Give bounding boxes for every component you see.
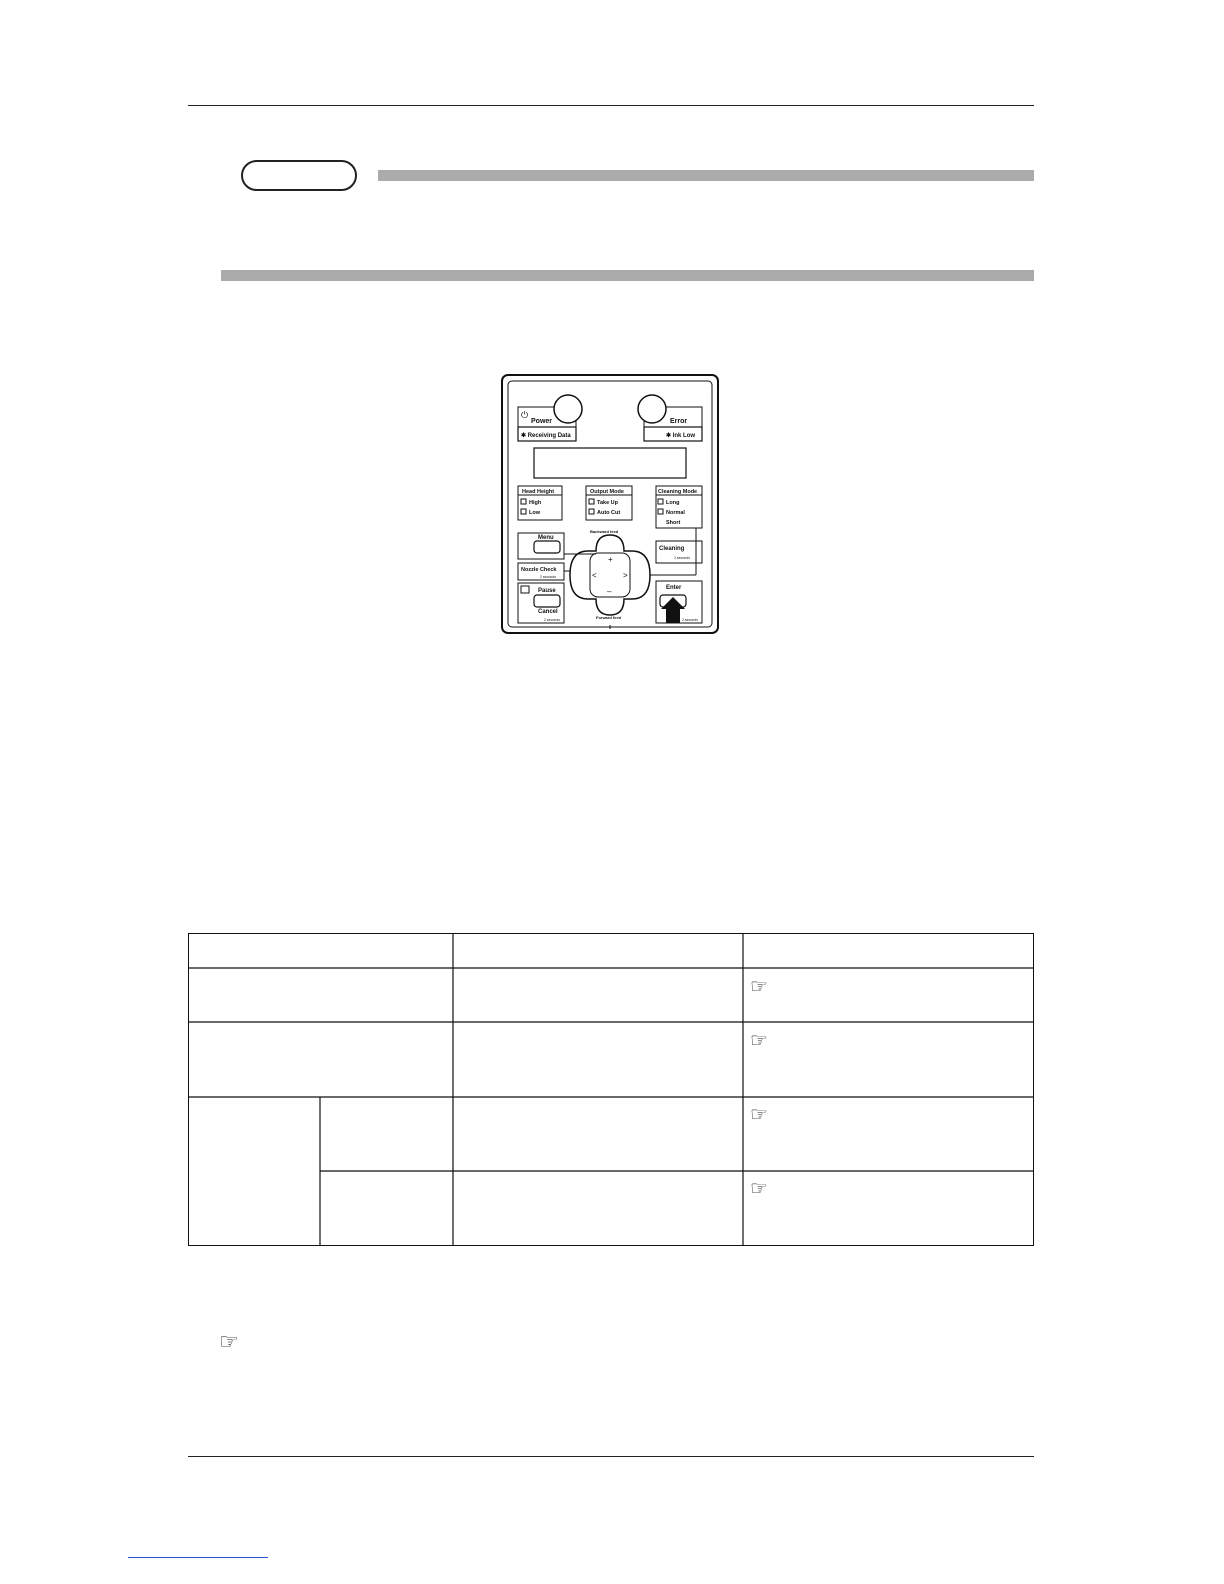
note-label-pill xyxy=(241,160,357,191)
head-high-label: High xyxy=(529,500,542,506)
svg-text:☞: ☞ xyxy=(750,1178,768,1200)
operation-panel-illustration xyxy=(500,373,720,635)
head-high-lamp xyxy=(521,499,526,504)
svg-text:☞: ☞ xyxy=(219,1330,239,1352)
svg-text:☞: ☞ xyxy=(750,976,768,998)
pause-cancel-button xyxy=(534,595,560,607)
cleaning-label: Cleaning xyxy=(659,546,685,552)
lcd-display xyxy=(534,448,686,478)
auto-cut-label: Auto Cut xyxy=(597,510,621,516)
note-top-bar xyxy=(378,170,1034,181)
error-lamp xyxy=(638,395,666,423)
footer-rule xyxy=(188,1456,1034,1457)
nozzle-check-label: Nozzle Check xyxy=(521,567,557,573)
take-up-label: Take Up xyxy=(597,500,618,506)
backward-feed-label: Backward feed xyxy=(590,529,619,534)
long-lamp xyxy=(658,499,663,504)
enter-two-seconds: 2 seconds xyxy=(682,618,698,622)
table-row-1-ref-icon xyxy=(750,976,768,998)
power-lamp xyxy=(554,395,582,423)
normal-label: Normal xyxy=(666,510,685,516)
reference-icon xyxy=(219,1330,251,1352)
header-rule xyxy=(188,105,1034,106)
enter-label: Enter xyxy=(666,585,682,591)
receiving-data-label: ✱ Receiving Data xyxy=(521,433,571,439)
normal-lamp xyxy=(658,509,663,514)
power-label: Power xyxy=(531,418,553,425)
ink-low-label: ✱ Ink Low xyxy=(666,433,696,439)
head-height-title: Head Height xyxy=(522,489,555,495)
nozzle-two-seconds: 2 seconds xyxy=(540,575,556,579)
head-low-label: Low xyxy=(529,510,540,516)
table-row-2-ref-icon xyxy=(750,1030,768,1052)
pause-label: Pause xyxy=(538,588,556,594)
forward-feed-label: Forward feed xyxy=(596,615,622,620)
head-low-lamp xyxy=(521,509,526,514)
menu-label: Menu xyxy=(538,535,554,541)
cleaning-mode-title: Cleaning Mode xyxy=(658,489,698,495)
short-label: Short xyxy=(666,520,681,526)
cancel-two-seconds: 2 seconds xyxy=(544,618,560,622)
power-icon: ⏻ xyxy=(521,410,529,420)
table-row-3-ref-icon xyxy=(750,1104,768,1126)
svg-text:☞: ☞ xyxy=(750,1030,768,1052)
dpad-right: > xyxy=(623,571,628,580)
cancel-label: Cancel xyxy=(538,609,558,615)
reference-table xyxy=(188,933,1034,1246)
long-label: Long xyxy=(666,500,680,506)
take-up-lamp xyxy=(589,499,594,504)
dpad-minus: – xyxy=(607,587,612,596)
dpad-left: < xyxy=(592,571,597,580)
menu-button xyxy=(534,541,560,553)
svg-text:☞: ☞ xyxy=(750,1104,768,1126)
auto-cut-lamp xyxy=(589,509,594,514)
note-bottom-bar xyxy=(221,270,1034,281)
pause-icon xyxy=(521,586,529,593)
dpad-plus: + xyxy=(608,555,613,564)
table-row-4-ref-icon xyxy=(750,1178,768,1200)
error-label: Error xyxy=(670,418,688,425)
output-mode-title: Output Mode xyxy=(590,489,624,495)
link-underline[interactable] xyxy=(128,1557,268,1558)
cleaning-two-seconds: 2 seconds xyxy=(674,556,690,560)
dpad xyxy=(570,535,650,615)
